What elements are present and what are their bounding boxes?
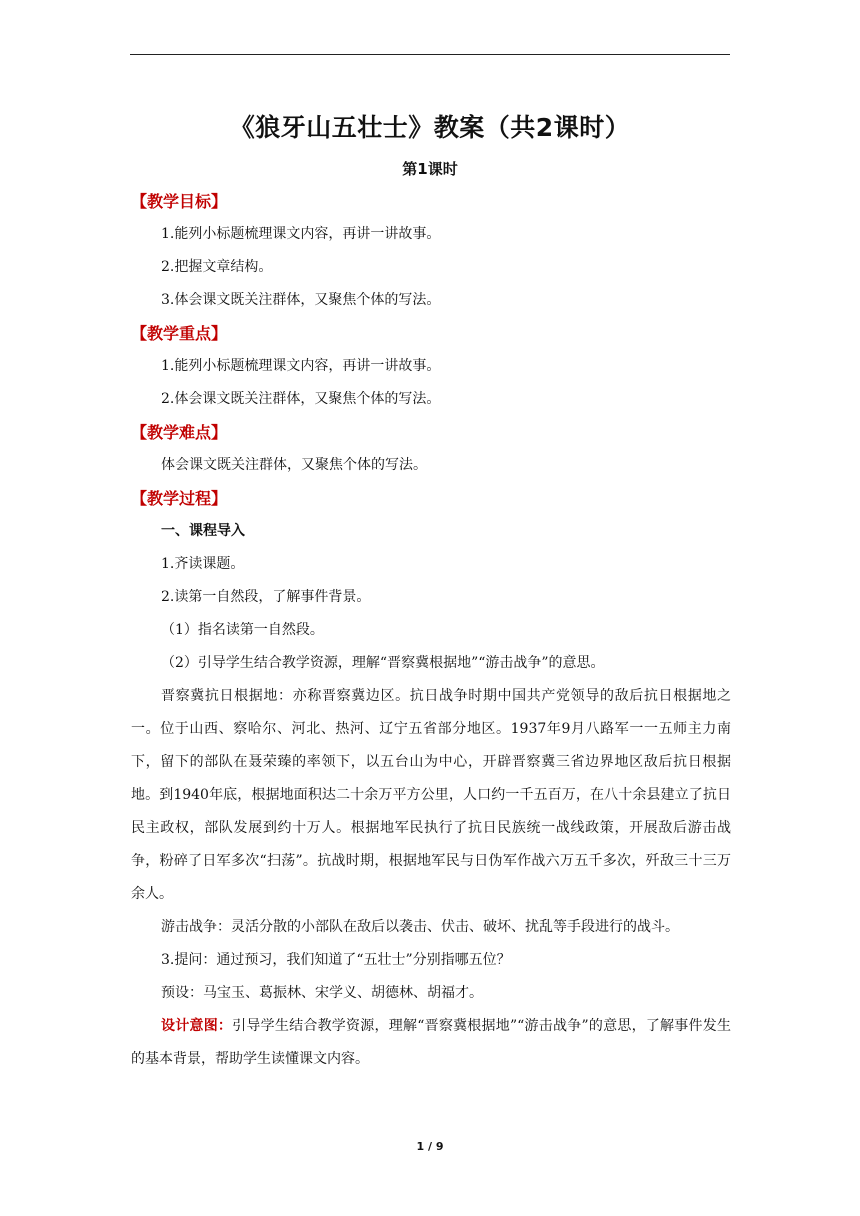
design-intent — [131, 1010, 731, 1076]
difficulty-text: 体会课文既关注群体，又聚焦个体的写法。 — [161, 457, 427, 473]
header-rule — [130, 54, 730, 55]
document-body — [131, 185, 731, 1076]
lesson-subtitle: 第1课时 — [402, 160, 458, 178]
jinchaji-paragraph: 晋察冀抗日根据地：亦称晋察冀边区。抗日战争时期中国共产党领导的敌后抗日根据地之一。位于山西、察哈尔、河北、热河、辽宁五省部分地区。1937年9月八路军一一五师主力南下，留下的部队在聂荣臻的率领下，以五台山为中心，开辟晋察冀三省边界地区敌后抗日根据地。到1940年底，根据地面积达二十余万平方公里，人口约一千五百万，在八十余县建立了抗日民主政权，部队发展到约十万人。根据地军民执行了抗日民族统一战线政策，开展敌后游击战争，粉碎了日军多次“扫荡”。抗战时期，根据地军民与日伪军作战六万五千多次，歼敌三十三万余人。 — [131, 688, 731, 902]
preset-item: 预设：马宝玉、葛振林、宋学义、胡德林、胡福才。 — [161, 985, 483, 1001]
guerrilla-paragraph: 游击战争：灵活分散的小部队在敌后以袭击、伏击、破坏、扰乱等手段进行的战斗。 — [161, 919, 679, 935]
step3-item: 3.提问：通过预习，我们知道了“五壮士”分别指哪五位？ — [161, 952, 511, 968]
part1-title: 一、课程导入 — [161, 523, 245, 539]
page-indicator: 1 / 9 — [416, 1140, 444, 1153]
key-points-heading: 【教学重点】 — [131, 324, 228, 343]
objective-item: 1.能列小标题梳理课文内容，再讲一讲故事。 — [161, 226, 441, 242]
step-item: 2.读第一自然段，了解事件背景。 — [161, 589, 371, 605]
objective-item: 3.体会课文既关注群体，又聚焦个体的写法。 — [161, 292, 441, 308]
document-title: 《狼牙山五壮士》教案（共2课时） — [229, 113, 631, 142]
design-text: 引导学生结合教学资源，理解“晋察冀根据地”“游击战争”的意思，了解事件发生的基本背景，帮助学生读懂课文内容。 — [131, 1018, 731, 1067]
objective-item: 2.把握文章结构。 — [161, 259, 273, 275]
step-item: 1.齐读课题。 — [161, 556, 245, 572]
key-point-item: 1.能列小标题梳理课文内容，再讲一讲故事。 — [161, 358, 441, 374]
difficulties-heading: 【教学难点】 — [131, 423, 228, 442]
sub-step-item: （1）指名读第一自然段。 — [161, 622, 324, 638]
key-point-item: 2.体会课文既关注群体，又聚焦个体的写法。 — [161, 391, 441, 407]
objectives-heading: 【教学目标】 — [131, 192, 228, 211]
design-label: 设计意图： — [161, 1018, 233, 1034]
sub-step-item: （2）引导学生结合教学资源，理解“晋察冀根据地”“游击战争”的意思。 — [161, 655, 605, 671]
process-heading: 【教学过程】 — [131, 489, 228, 508]
